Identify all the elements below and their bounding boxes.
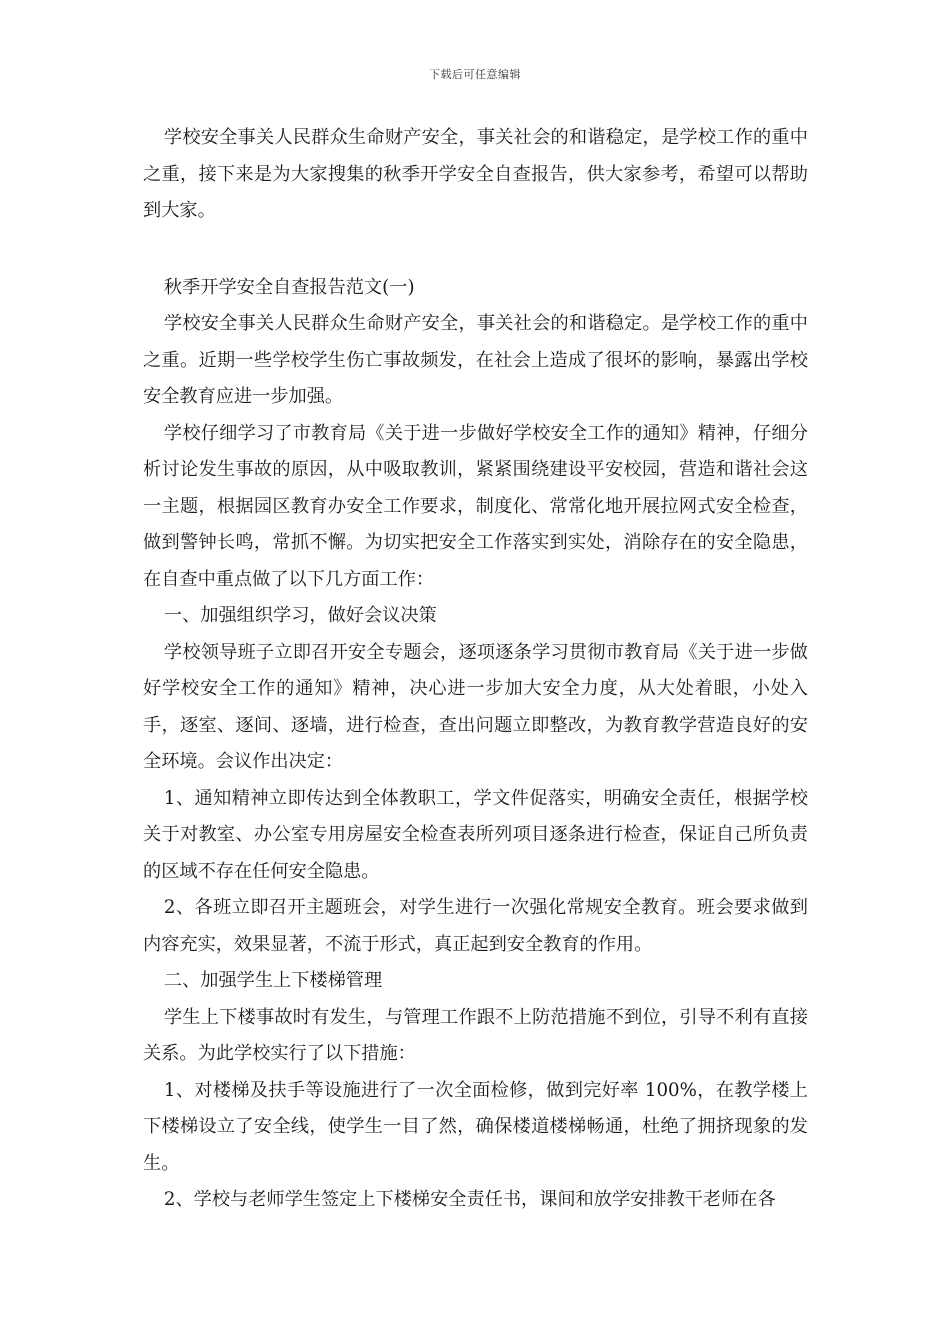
- paragraph-8: 2、学校与老师学生签定上下楼梯安全责任书，课间和放学安排教干老师在各: [163, 1189, 776, 1210]
- paragraph-7: 1、对楼梯及扶手等设施进行了一次全面检修，做到完好率 100%，在教学楼上下楼梯设立了安全线，使学生一目了然，确保楼道楼梯畅通，杜绝了拥挤现象的发生。: [143, 1079, 808, 1174]
- document-body: [143, 120, 808, 1219]
- document-title: 秋季开学安全自查报告范文(一): [163, 276, 415, 298]
- intro-paragraph: 学校安全事关人民群众生命财产安全，事关社会的和谐稳定，是学校工作的重中之重，接下来是为大家搜集的秋季开学安全自查报告，供大家参考，希望可以帮助到大家。: [143, 127, 808, 221]
- paragraph-6: 学生上下楼事故时有发生，与管理工作跟不上防范措施不到位，引导不利有直接关系。为此学校实行了以下措施：: [143, 1006, 808, 1064]
- paragraph-1: 学校安全事关人民群众生命财产安全，事关社会的和谐稳定。是学校工作的重中之重。近期一些学校学生伤亡事故频发，在社会上造成了很坏的影响，暴露出学校安全教育应进一步加强。: [143, 313, 808, 407]
- paragraph-3: 学校领导班子立即召开安全专题会，逐项逐条学习贯彻市教育局《关于进一步做好学校安全工作的通知》精神，决心进一步加大安全力度，从大处着眼，小处入手，逐室、逐间、逐墙，进行检查，查出问题立即整改，为教育教学营造良好的安全环境。会议作出决定：: [143, 641, 808, 772]
- section-heading-2: 二、加强学生上下楼梯管理: [163, 970, 383, 991]
- paragraph-4: 1、通知精神立即传达到全体教职工，学文件促落实，明确安全责任，根据学校关于对教室、办公室专用房屋安全检查表所列项目逐条进行检查，保证自己所负责的区域不存在任何安全隐患。: [143, 787, 808, 882]
- blank-line: [143, 230, 808, 270]
- page-header-note: 下载后可任意编辑: [429, 68, 521, 81]
- section-heading-1: 一、加强组织学习，做好会议决策: [163, 605, 437, 626]
- paragraph-2: 学校仔细学习了市教育局《关于进一步做好学校安全工作的通知》精神，仔细分析讨论发生事故的原因，从中吸取教训，紧紧围绕建设平安校园，营造和谐社会这一主题，根据园区教育办安全工作要求，制度化、常常化地开展拉网式安全检查，做到警钟长鸣，常抓不懈。为切实把安全工作落实到实处，消除存在的安全隐患，在自查中重点做了以下几方面工作：: [143, 422, 808, 590]
- paragraph-5: 2、各班立即召开主题班会，对学生进行一次强化常规安全教育。班会要求做到内容充实，效果显著，不流于形式，真正起到安全教育的作用。: [143, 897, 808, 955]
